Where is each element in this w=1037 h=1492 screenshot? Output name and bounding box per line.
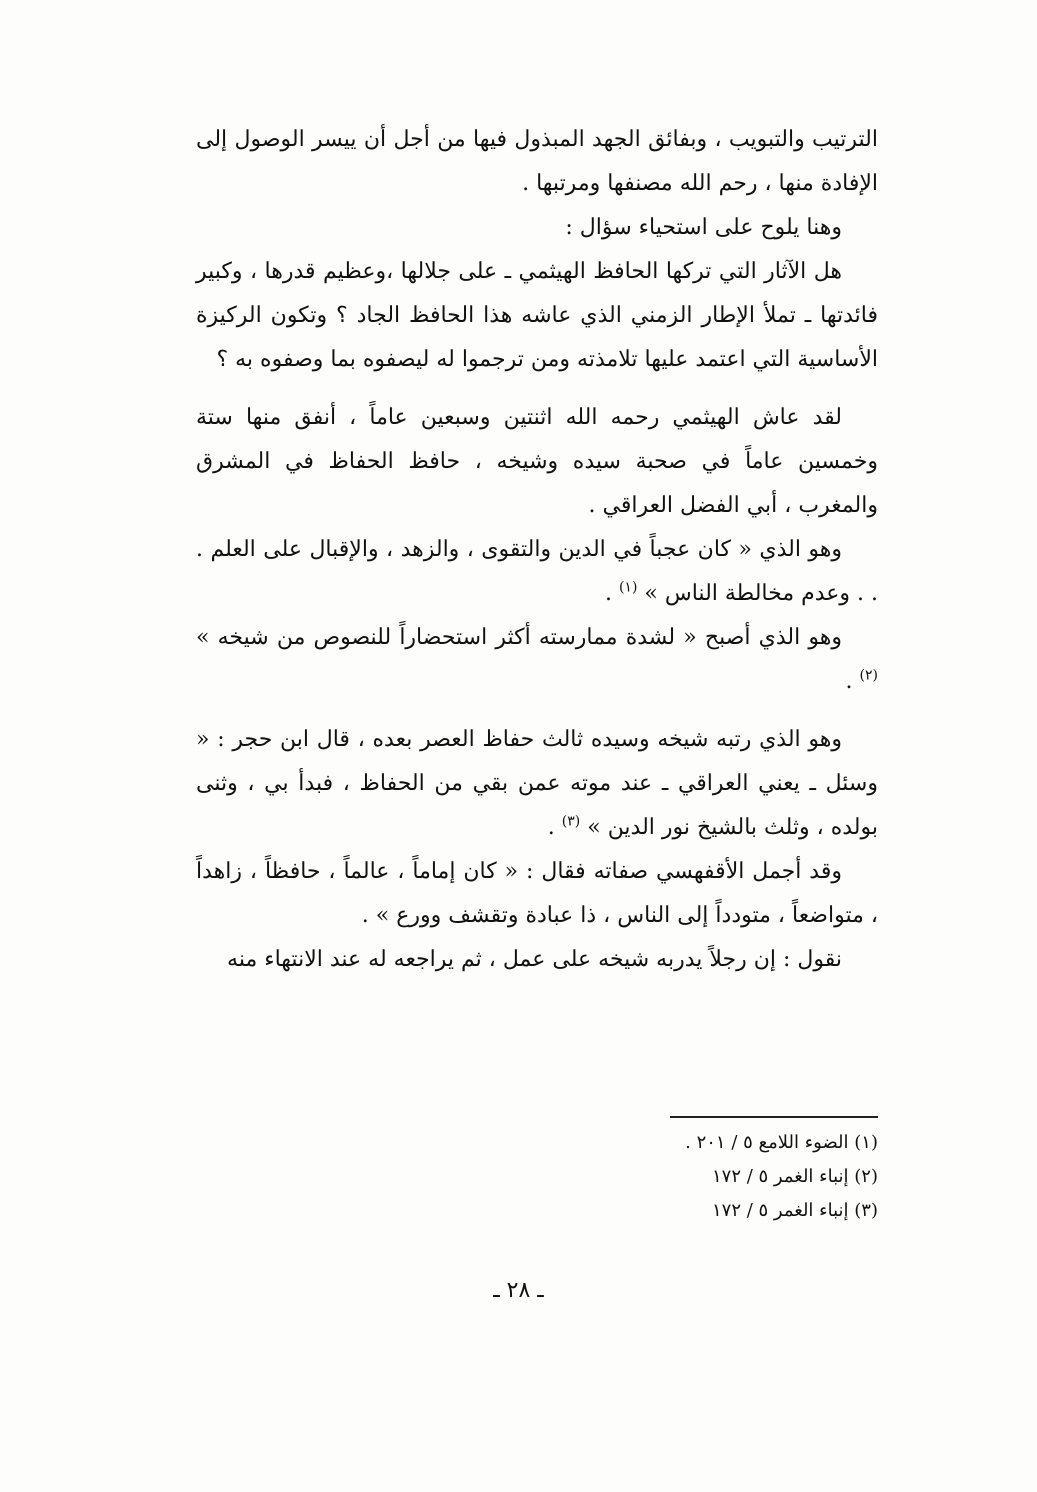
paragraph: وقد أجمل الأقفهسي صفاته فقال : « كان إماماً ، عالماً ، حافظاً ، زاهداً ، متواضعاً ، متودداً إلى الناس ، ذا عبادة وتقشف وورع » . — [196, 859, 878, 928]
footnotes — [560, 1126, 878, 1228]
footnote-reference: (٢) — [859, 667, 878, 684]
paragraph: وهو الذي « كان عجباً في الدين والتقوى ، والزهد ، والإقبال على العلم . . . وعدم مخالطة الناس » $^{(١)}$ . — [196, 537, 878, 606]
body-text — [196, 118, 878, 982]
paragraph: لقد عاش الهيثمي رحمه الله اثنتين وسبعين عاماً ، أنفق منها ستة وخمسين عاماً في صحبة سيده وشيخه ، حافظ الحفاظ في المشرق والمغرب ، أبي الفضل العراقي . — [196, 405, 878, 518]
page-number: ـ ٢٨ ـ — [493, 1278, 544, 1303]
paragraph: وهو الذي أصبح « لشدة ممارسته أكثر استحضاراً للنصوص من شيخه » $^{(٢)}$ . — [196, 625, 878, 694]
footnote-reference: (٣) — [561, 813, 581, 830]
paragraph: نقول : إن رجلاً يدربه شيخه على عمل ، ثم يراجعه له عند الانتهاء منه — [227, 947, 842, 972]
footnote-divider — [670, 1116, 878, 1118]
footnote: (١) الضوء اللامع ٥ / ٢٠١ . — [685, 1132, 878, 1153]
footnote-reference: (١) — [618, 579, 638, 596]
paragraph: الترتيب والتبويب ، وبفائق الجهد المبذول فيها من أجل أن ييسر الوصول إلى الإفادة منها ، رحم الله مصنفها ومرتبها . — [196, 127, 878, 196]
footnote: (٢) إنباء الغمر ٥ / ١٧٢ — [712, 1166, 878, 1187]
footnote: (٣) إنباء الغمر ٥ / ١٧٢ — [712, 1200, 878, 1221]
paragraph: وهنا يلوح على استحياء سؤال : — [565, 215, 842, 240]
paragraph: هل الآثار التي تركها الحافظ الهيثمي ـ على جلالها ،وعظيم قدرها ، وكبير فائدتها ـ تملأ الإطار الزمني الذي عاشه هذا الحافظ الجاد ؟ وتكون الركيزة الأساسية التي اعتمد عليها تلامذته ومن ترجموا له ليصفوه بما وصفوه به ؟ — [196, 259, 878, 372]
paragraph: وهو الذي رتبه شيخه وسيده ثالث حفاظ العصر بعده ، قال ابن حجر : « وسئل ـ يعني العراقي ـ عند موته عمن بقي من الحفاظ ، فبدأ بي ، وثنى بولده ، وثلث بالشيخ نور الدين » $^{(٣)}$ . — [196, 727, 878, 840]
